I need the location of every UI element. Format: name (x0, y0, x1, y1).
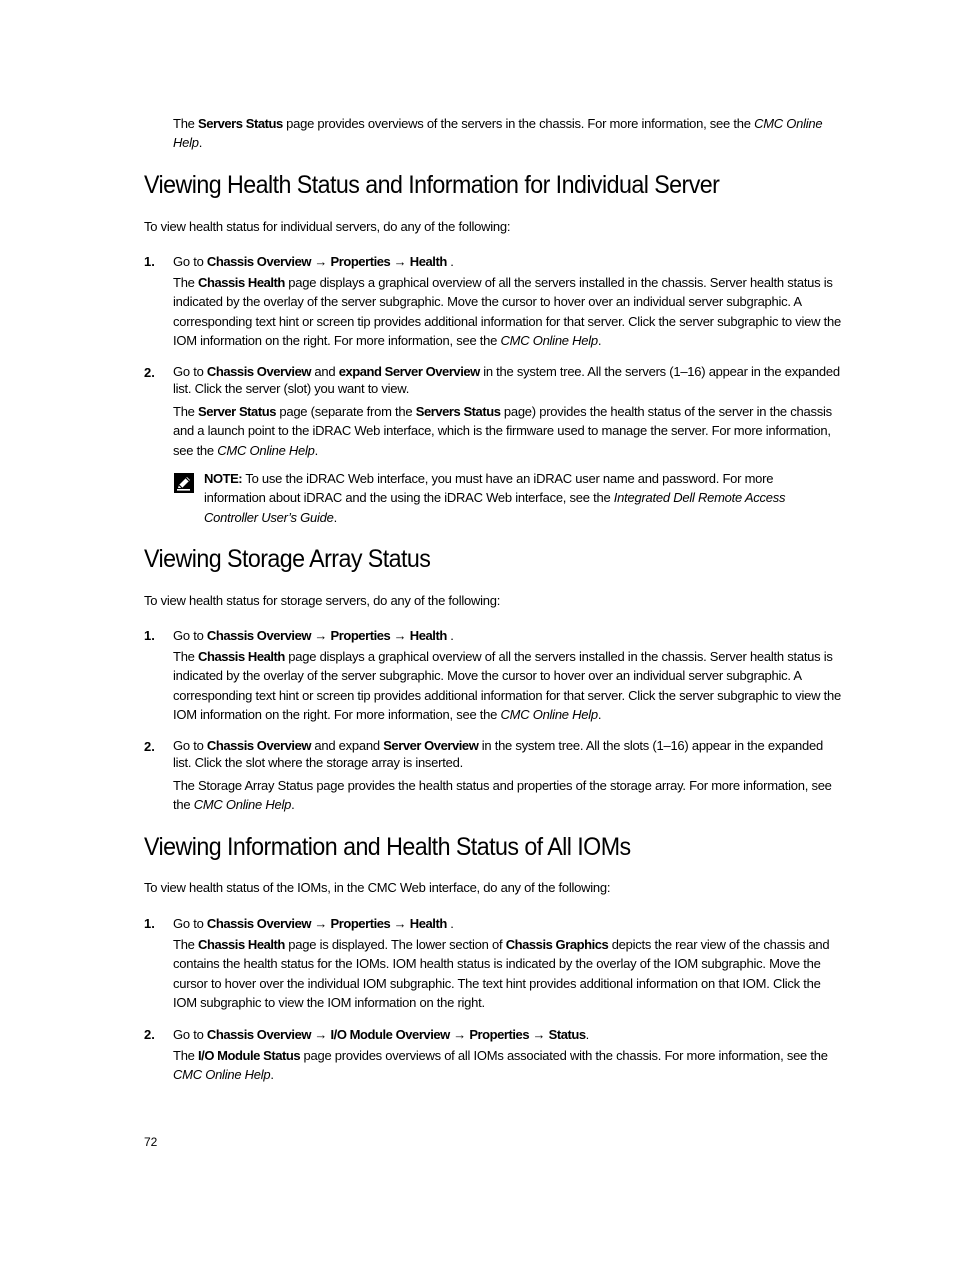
step-number: 1. (144, 628, 155, 643)
step-description: The Chassis Health page displays a graphical overview of all the servers installed in the chassis. Server health status is indicated by the overlay of the server subgraphic. Move the cursor to hover over an individual server subgraphic. A corresponding text hint or screen tip provides additional information for that server. Click the server subgraphic to view the IOM information on the right. For more information, see the CMC Online Help. (173, 275, 841, 348)
step-instruction: Go to Chassis Overview → Properties → Health . (173, 628, 454, 643)
step-instruction: Go to Chassis Overview → I/O Module Overview → Properties → Status. (173, 1027, 590, 1042)
step-description: The Storage Array Status page provides the health status and properties of the storage array. For more information, see the CMC Online Help. (173, 778, 832, 813)
step-instruction: Go to Chassis Overview → Properties → Health . (173, 254, 454, 269)
section-lead: To view health status for storage servers, do any of the following: (144, 593, 501, 608)
section-heading: Viewing Information and Health Status of All IOMs (144, 833, 631, 861)
section-heading: Viewing Health Status and Information for Individual Server (144, 171, 720, 199)
section-heading: Viewing Storage Array Status (144, 545, 431, 573)
note-text: NOTE: To use the iDRAC Web interface, you must have an iDRAC user name and password. For more information about iDRAC and the using the iDRAC Web interface, see the Integrated Dell Remote Access Controller User’s Guide. (204, 471, 786, 525)
step-instruction: Go to Chassis Overview → Properties → Health . (173, 916, 454, 931)
step-description: The Server Status page (separate from the Servers Status page) provides the health status of the server in the chassis and a launch point to the iDRAC Web interface, which is the firmware used to manage the server. For more information, see the CMC Online Help. (173, 404, 832, 458)
page-number: 72 (144, 1135, 158, 1149)
ui-term: Servers Status (198, 116, 283, 131)
step-instruction: Go to Chassis Overview and expand Server Overview in the system tree. All the slots (1–16) appear in the expanded list. Click the slot where the storage array is inserted. (173, 738, 823, 770)
section-lead: To view health status of the IOMs, in the CMC Web interface, do any of the following: (144, 880, 611, 895)
step-number: 2. (144, 365, 155, 380)
pencil-note-icon (174, 473, 194, 493)
step-number: 2. (144, 739, 155, 754)
step-instruction: Go to Chassis Overview and expand Server Overview in the system tree. All the servers (1–16) appear in the expanded list. Click the server (slot) you want to view. (173, 364, 840, 396)
section-lead: To view health status for individual servers, do any of the following: (144, 219, 511, 234)
step-description: The Chassis Health page displays a graphical overview of all the servers installed in the chassis. Server health status is indicated by the overlay of the server subgraphic. Move the cursor to hover over an individual server subgraphic. A corresponding text hint or screen tip provides additional information for that server. Click the server subgraphic to view the IOM information on the right. For more information, see the CMC Online Help. (173, 649, 841, 722)
intro-paragraph: The Servers Status page provides overviews of the servers in the chassis. For more information, see the CMC Online Help. (173, 116, 823, 151)
step-number: 1. (144, 916, 155, 931)
step-description: The I/O Module Status page provides overviews of all IOMs associated with the chassis. For more information, see the CMC Online Help. (173, 1048, 828, 1083)
doc-reference: CMC Online Help (173, 116, 823, 151)
step-description: The Chassis Health page is displayed. The lower section of Chassis Graphics depicts the rear view of the chassis and contains the health status for the IOMs. IOM health status is indicated by the overlay of the IOM subgraphic. Move the cursor to hover over the individual IOM subgraphic. The text hint provides additional information on that IOM. Click the IOM subgraphic to view the IOM information on the right. (173, 937, 830, 1010)
step-number: 1. (144, 254, 155, 269)
step-number: 2. (144, 1027, 155, 1042)
